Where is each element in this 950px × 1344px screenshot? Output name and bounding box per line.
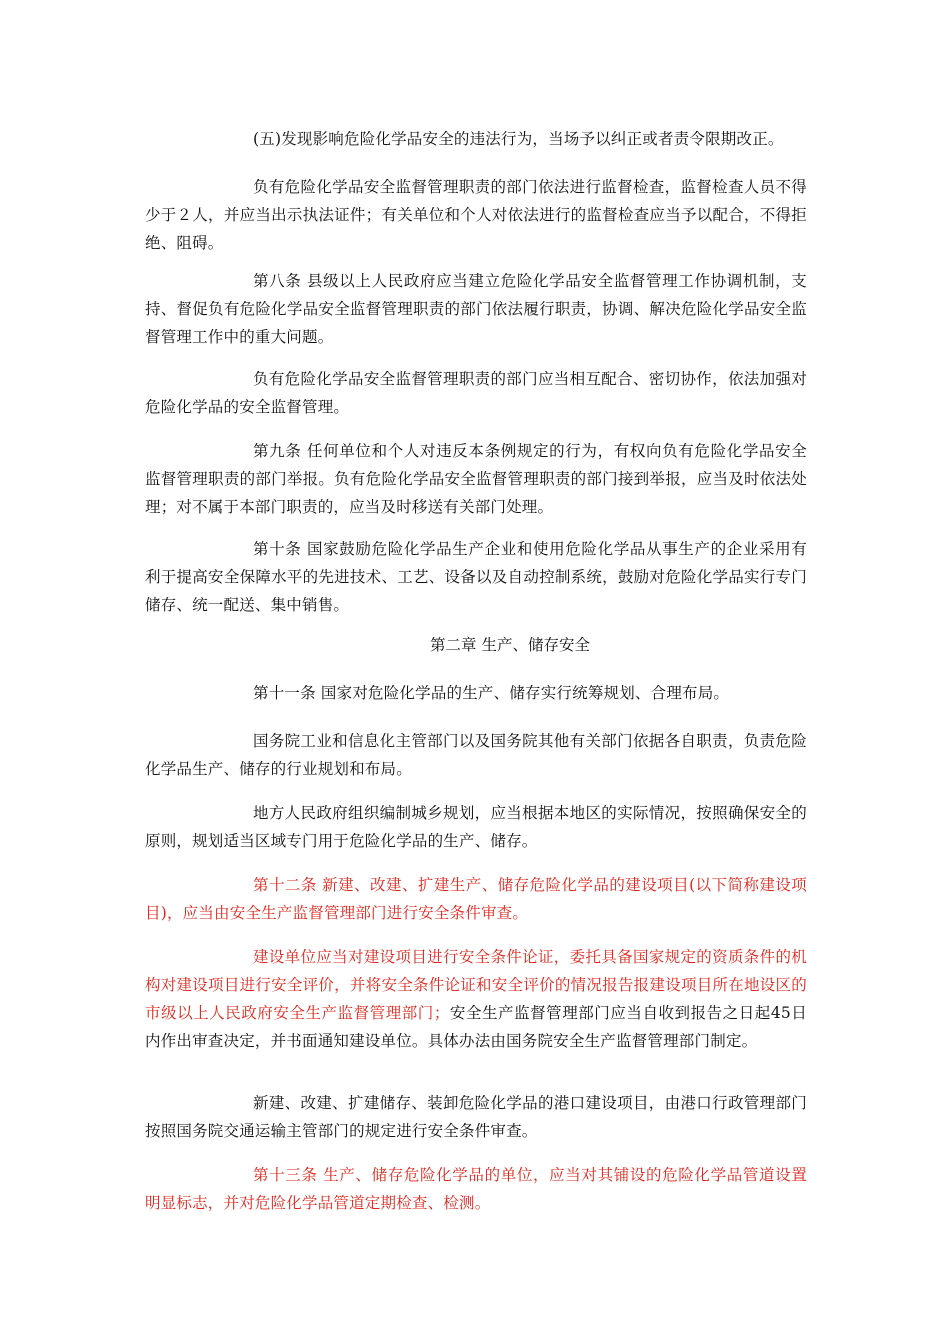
paragraph-cooperation: 负有危险化学品安全监督管理职责的部门应当相互配合、密切协作，依法加强对危险化学品的安全监督管理。: [145, 370, 807, 416]
paragraph-urban-planning: 地方人民政府组织编制城乡规划，应当根据本地区的实际情况，按照确保安全的原则，规划适当区域专门用于危险化学品的生产、储存。: [145, 804, 807, 850]
paragraph-port-projects: 新建、改建、扩建储存、装卸危险化学品的港口建设项目，由港口行政管理部门按照国务院交通运输主管部门的规定进行安全条件审查。: [145, 1094, 807, 1140]
paragraph-article-10: 第十条 国家鼓励危险化学品生产企业和使用危险化学品从事生产的企业采用有利于提高安全保障水平的先进技术、工艺、设备以及自动控制系统，鼓励对危险化学品实行专门储存、统一配送、集中销售。: [145, 540, 807, 614]
paragraph-safety-evaluation: [145, 943, 807, 1055]
paragraph-safety-evaluation-red-part: 建设单位应当对建设项目进行安全条件论证，委托具备国家规定的资质条件的机构对建设项目进行安全评价，并将安全条件论证和安全评价的情况报告报建设项目所在地设区的市级以上人民政府安全生产监督管理部门；: [145, 948, 807, 1022]
paragraph-article-11: 第十一条 国家对危险化学品的生产、储存实行统筹规划、合理布局。: [253, 684, 730, 702]
paragraph-safety-evaluation-black-part: 安全生产监督管理部门应当自收到报告之日起45日内作出审查决定，并书面通知建设单位。具体办法由国务院安全生产监督管理部门制定。: [145, 1004, 807, 1050]
paragraph-article-8: 第八条 县级以上人民政府应当建立危险化学品安全监督管理工作协调机制，支持、督促负有危险化学品安全监督管理职责的部门依法履行职责，协调、解决危险化学品安全监督管理工作中的重大问题。: [145, 272, 807, 346]
paragraph-supervision-inspection: 负有危险化学品安全监督管理职责的部门依法进行监督检查，监督检查人员不得少于２人，并应当出示执法证件；有关单位和个人对依法进行的监督检查应当予以配合，不得拒绝、阻碍。: [145, 178, 807, 252]
paragraph-item-5: (五)发现影响危险化学品安全的违法行为，当场予以纠正或者责令限期改正。: [253, 130, 784, 148]
paragraph-article-13: 第十三条 生产、储存危险化学品的单位，应当对其铺设的危险化学品管道设置明显标志，并对危险化学品管道定期检查、检测。: [145, 1166, 807, 1212]
paragraph-article-12: 第十二条 新建、改建、扩建生产、储存危险化学品的建设项目(以下简称建设项目)，应当由安全生产监督管理部门进行安全条件审查。: [145, 876, 807, 922]
paragraph-article-9: 第九条 任何单位和个人对违反本条例规定的行为，有权向负有危险化学品安全监督管理职责的部门举报。负有危险化学品安全监督管理职责的部门接到举报，应当及时依法处理；对不属于本部门职责的，应当及时移送有关部门处理。: [145, 442, 807, 516]
paragraph-industry-planning: 国务院工业和信息化主管部门以及国务院其他有关部门依据各自职责，负责危险化学品生产、储存的行业规划和布局。: [145, 732, 807, 778]
chapter-heading: 第二章 生产、储存安全: [430, 636, 590, 654]
